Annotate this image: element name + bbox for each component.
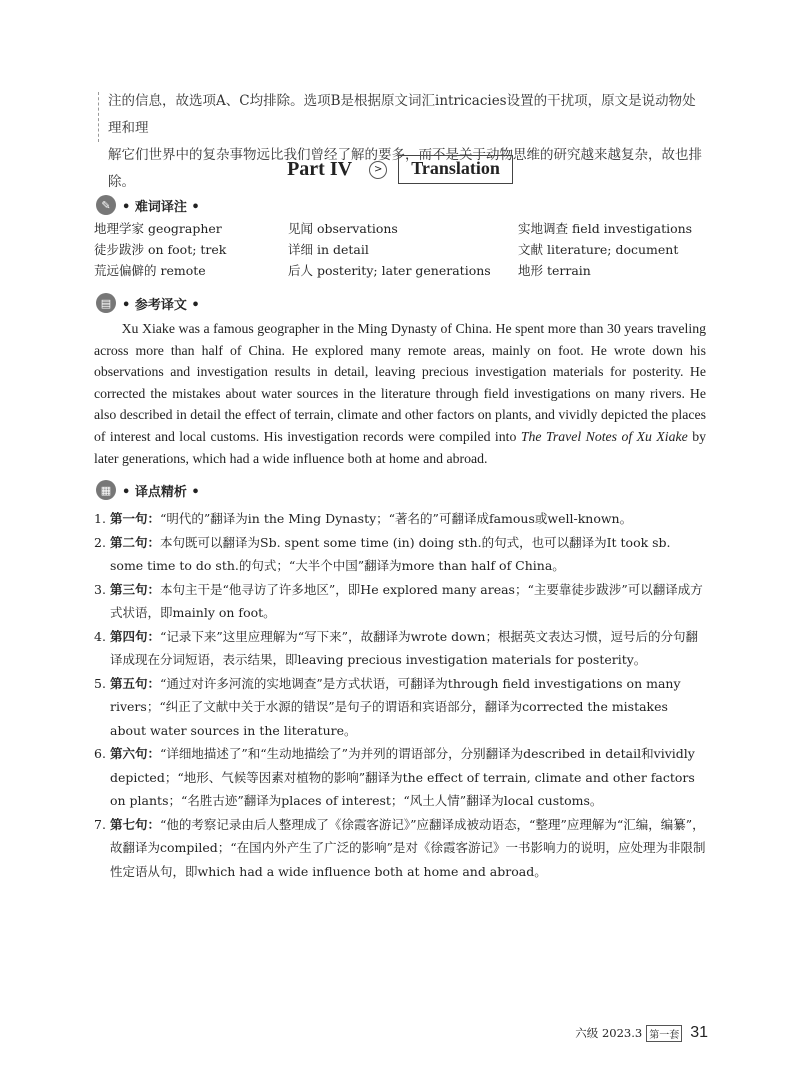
points-heading bbox=[96, 479, 200, 501]
point-text: “他的考察记录由后人整理成了《徐霞客游记》”应翻译成被动语态，“整理”应理解为“汇编，编纂”，故翻译为compiled；“在国内外产生了广泛的影响”是对《徐霞客游记》一书影响力的说明，应处理为非限制性定语从句，即which had a wide influence both at home and abroad。 bbox=[110, 816, 706, 879]
vocab-item: 荒远偏僻的 remote bbox=[94, 263, 206, 278]
analysis-point bbox=[94, 672, 706, 743]
point-label: 第一句： bbox=[110, 511, 161, 526]
point-label: 第五句： bbox=[110, 675, 161, 691]
point-label: 第二句： bbox=[110, 534, 161, 550]
point-text: 本句主干是“他寻访了许多地区”，即He explored many areas；“主要靠徒步跋涉”可以翻译成方式状语，即mainly on foot。 bbox=[110, 581, 703, 620]
reference-heading bbox=[96, 292, 200, 314]
analysis-point bbox=[94, 625, 706, 672]
top-note-line-1: 注的信息，故选项A、C均排除。选项B是根据原文词汇intricacies设置的干扰项，原文是说动物处理和理 bbox=[108, 93, 696, 136]
reference-text-2: by later generations, which had a wide influence both at home and abroad. bbox=[94, 428, 707, 466]
vocab-item: 详细 in detail bbox=[288, 242, 369, 257]
chevron-right-icon: > bbox=[369, 161, 387, 179]
analysis-point bbox=[94, 531, 706, 578]
part-title: Part IV bbox=[287, 158, 353, 180]
point-label: 第六句： bbox=[110, 746, 161, 761]
analysis-point bbox=[94, 578, 706, 625]
point-number: 7. bbox=[94, 816, 106, 832]
point-number: 3. bbox=[94, 581, 106, 597]
reference-translation bbox=[94, 318, 706, 469]
part-header bbox=[0, 155, 800, 184]
reference-text-1: Xu Xiake was a famous geographer in the Ming Dynasty of China. He spent more than 30 years traveling across more than half of China. He explored many remote areas, mainly on foot. He wrote down his observations and investigation results in detail, leaving precious investigation materials for posterity. He corrected the mistakes about water sources in the literature through field investigations on many rivers. He also described in detail the effect of terrain, climate and other factors on plants, and vividly depicted the places of interest and local customs. His investigation records were compiled into bbox=[94, 321, 706, 444]
point-label: 第四句： bbox=[110, 628, 161, 644]
issue-badge: 第一套 bbox=[646, 1025, 682, 1042]
part-section-name: Translation bbox=[398, 155, 513, 184]
calendar-icon: ▦ bbox=[96, 480, 116, 500]
book-title: The Travel Notes of Xu Xiake bbox=[520, 428, 688, 444]
page-footer bbox=[575, 1024, 708, 1042]
book-icon: ▤ bbox=[96, 293, 116, 313]
point-number: 2. bbox=[94, 534, 106, 550]
point-text: “记录下来”这里应理解为“写下来”，故翻译为wrote down；根据英文表达习惯，逗号后的分句翻译成现在分词短语，表示结果，即leaving precious investigation materials for posterity。 bbox=[110, 628, 698, 667]
vocab-item: 后人 posterity; later generations bbox=[288, 263, 491, 278]
vocab-item: 实地调查 field investigations bbox=[518, 221, 693, 236]
analysis-points bbox=[94, 507, 706, 883]
reference-heading-label: • 参考译文 • bbox=[122, 297, 200, 313]
point-number: 6. bbox=[94, 746, 106, 761]
point-text: “明代的”翻译为in the Ming Dynasty；“著名的”可翻译成famous或well-known。 bbox=[160, 511, 633, 526]
vocab-list bbox=[94, 220, 714, 280]
vocab-item: 地理学家 geographer bbox=[94, 221, 222, 236]
vocab-item: 地形 terrain bbox=[518, 263, 591, 278]
point-label: 第三句： bbox=[110, 581, 161, 597]
point-text: 本句既可以翻译为Sb. spent some time (in) doing sth.的句式，也可以翻译为It took sb. some time to do sth.的句式；“大半个中国”翻译为more than half of China。 bbox=[110, 534, 671, 573]
vocab-item: 徒步跋涉 on foot; trek bbox=[94, 242, 227, 257]
vocab-item: 文献 literature; document bbox=[518, 242, 679, 257]
vocab-item: 见闻 observations bbox=[288, 221, 398, 236]
point-number: 5. bbox=[94, 675, 106, 691]
vocab-heading-label: • 难词译注 • bbox=[122, 199, 200, 215]
vocab-heading bbox=[96, 194, 200, 216]
analysis-point bbox=[94, 507, 706, 531]
magazine-name: 六级 2023.3 bbox=[575, 1026, 643, 1040]
point-text: “通过对许多河流的实地调查”是方式状语，可翻译为through field investigations on many rivers；“纠正了文献中关于水源的错误”是句子的谓语和宾语部分，翻译为corrected the mistakes about water sources in the literature。 bbox=[110, 675, 681, 738]
point-label: 第七句： bbox=[110, 816, 161, 832]
point-text: “详细地描述了”和“生动地描绘了”为并列的谓语部分，分别翻译为described in detail和vividly depicted；“地形、气候等因素对植物的影响”翻译为the effect of terrain, climate and other factors on plants；“名胜古迹”翻译为places of interest；“风土人情”翻译为local customs。 bbox=[110, 746, 695, 808]
note-icon: ✎ bbox=[96, 195, 116, 215]
point-number: 1. bbox=[94, 511, 106, 526]
analysis-point bbox=[94, 813, 706, 884]
note-margin-line bbox=[98, 92, 99, 142]
point-number: 4. bbox=[94, 628, 106, 644]
top-note-line-2: 解它们世界中的复杂事物远比我们曾经了解的要多，而不是关于动物思维的研究越来越复杂，故也排除。 bbox=[108, 147, 702, 190]
analysis-point bbox=[94, 742, 706, 813]
page-number: 31 bbox=[690, 1024, 708, 1041]
points-heading-label: • 译点精析 • bbox=[122, 484, 200, 500]
